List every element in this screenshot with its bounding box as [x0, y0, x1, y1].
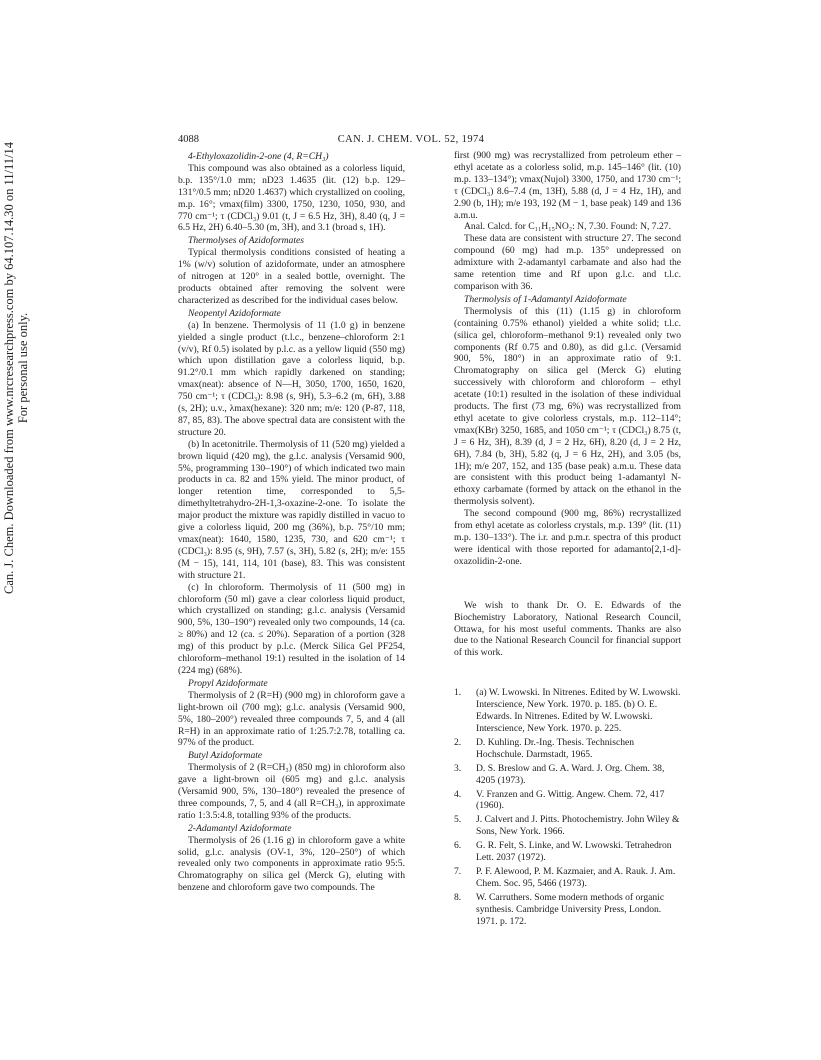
running-head-title: CAN. J. CHEM. VOL. 52, 1974 [337, 134, 485, 145]
watermark-line-1: Can. J. Chem. Downloaded from www.nrcresearchpress.com by 64.107.14.30 on 11/11/14 [2, 142, 16, 594]
download-watermark [0, 0, 30, 1060]
heading-2-adamantyl: 2-Adamantyl Azidoformate [188, 822, 292, 834]
watermark-line-2: For personal use only. [16, 312, 30, 424]
paragraph-2-adamantyl: Thermolysis of 26 (1.16 g) in chloroform gave a white solid, g.l.c. analysis (OV-1, 3%, 120–250°) of which revealed only two components in approximate ratio 95:5. Chromatography on silica gel (Merck G), eluting with benzene and chloroform gave two compounds. The [178, 834, 405, 894]
paragraph-thermolyses: Typical thermolysis conditions consisted of heating a 1% (w/v) solution of azidoformate, under an atmosphere of nitrogen at 120° in a sealed bottle, overnight. The products obtained after removing the solvent were characterized as described for the individual cases below. [178, 247, 405, 306]
paragraph-analysis: Anal. Calcd. for C₁₁H₁₅NO₂: N, 7.30. Found: N, 7.27. [464, 221, 671, 233]
reference-item [454, 892, 681, 928]
reference-text: J. Calvert and J. Pitts. Photochemistry. John Wiley & Sons, New York. 1966. [476, 814, 680, 838]
paragraph-propyl: Thermolysis of 2 (R=H) (900 mg) in chloroform gave a light-brown oil (700 mg); g.l.c. analysis (Versamid 900, 5%, 180–200°) revealed three compounds 7, 5, and 4 (all R=H) in an approximate ratio of 1:25.7:2.78, totalling ca. 97% of the product. [178, 689, 405, 749]
heading-propyl: Propyl Azidoformate [188, 677, 268, 689]
reference-number: 8. [454, 891, 462, 903]
reference-item [454, 763, 681, 787]
reference-item [454, 866, 681, 890]
paragraph-in-benzene: (a) In benzene. Thermolysis of 11 (1.0 g) in benzene yielded a single product (t.l.c., benzene–chloroform 2:1 (v/v), Rf 0.5) isolated by p.l.c. as a yellow liquid (550 mg) which upon distillation gave a colorless liquid, b.p. 91.2°/0.1 mm which rapidly darkened on standing; νmax(neat): absence of N—H, 3050, 1700, 1650, 1620, 750 cm⁻¹; τ (CDCl₃): 8.98 (s, 9H), 5.3–6.2 (m, 6H), 3.88 (s, 2H); u.v., λmax(hexane): 320 nm; m/e: 120 (P-87, 118, 87, 85, 83). The above spectral data are consistent with the structure 20. [178, 319, 405, 438]
paragraph-in-acetonitrile: (b) In acetonitrile. Thermolysis of 11 (520 mg) yielded a brown liquid (420 mg), the g.l.c. analysis (Versamid 900, 5%, programming 130–190°) of which indicated two main products in ca. 82 and 15% yield. The minor product, of longer retention time, corresponded to 5,5-dimethyltetrahydro-2H-1,3-oxazine-2-one. To isolate the major product the mixture was rapidly distilled in vacuo to give a colorless liquid, 200 mg (36%), b.p. 75°/10 mm; νmax(neat): 1640, 1580, 1235, 730, and 620 cm⁻¹; τ (CDCl₃): 8.95 (s, 9H), 7.57 (s, 3H), 5.82 (s, 2H); m/e: 155 (M − 15), 141, 114, 101 (base), 83. This was consistent with structure 21. [178, 438, 405, 581]
reference-number: 5. [454, 814, 462, 826]
paragraph-second-compound: The second compound (900 mg, 86%) recrystallized from ethyl acetate as colorless crystals, m.p. 139° (lit. (11) m.p. 130–133°). The i.r. and p.m.r. spectra of this product were identical with those reported for adamanto[2,1-d]-oxazolidin-2-one. [454, 508, 681, 567]
right-column [454, 150, 681, 929]
heading-ethyloxazolidinone: 4-Ethyloxazolidin-2-one (4, R=CH₃) [188, 151, 329, 162]
reference-text: P. F. Alewood, P. M. Kazmaier, and A. Rauk. J. Am. Chem. Soc. 95, 5466 (1973). [476, 865, 676, 889]
paragraph-consistent: These data are consistent with structure 27. The second compound (60 mg) had m.p. 135° undepressed on admixture with 2-adamantyl carbamate and also had the same retention time and Rf upon g.l.c. and t.l.c. comparison with 36. [454, 233, 681, 292]
page-number: 4088 [178, 134, 199, 145]
acknowledgement: We wish to thank Dr. O. E. Edwards of the Biochemistry Laboratory, National Research Council, Ottawa, for his most useful comments. Thanks are also due to the National Research Council for financial support of this work. [454, 599, 681, 659]
reference-item [454, 840, 681, 864]
paragraph-continued: first (900 mg) was recrystallized from petroleum ether – ethyl acetate as a colorless solid, m.p. 145–146° (lit. (10) m.p. 133–134°); νmax(Nujol) 3300, 1750, and 1730 cm⁻¹; τ (CDCl₃) 8.6–7.4 (m, 13H), 5.88 (d, J = 4 Hz, 1H), and 2.90 (b, 1H); m/e 193, 192 (M − 1, base peak) 149 and 136 a.m.u. [454, 150, 681, 221]
reference-item [454, 814, 681, 838]
paragraph-butyl: Thermolysis of 2 (R=CH₃) (850 mg) in chloroform also gave a light-brown oil (605 mg) and g.l.c. analysis (Versamid 900, 5%, 130–180°) revealed the presence of three compounds, 7, 5, and 4 (all R=CH₃), in approximate ratio 1:3.5:4.8, totalling 93% of the products. [178, 762, 405, 821]
reference-number: 4. [454, 788, 462, 800]
reference-number: 1. [454, 687, 462, 699]
reference-list [454, 687, 681, 927]
heading-1-adamantyl: Thermolysis of 1-Adamantyl Azidoformate [464, 293, 627, 305]
heading-neopentyl: Neopentyl Azidoformate [188, 307, 281, 319]
reference-number: 6. [454, 840, 462, 852]
reference-number: 3. [454, 762, 462, 774]
heading-thermolyses: Thermolyses of Azidoformates [188, 235, 305, 247]
reference-item [454, 789, 681, 813]
paragraph-ethyloxazolidinone: This compound was also obtained as a colorless liquid, b.p. 135°/1.0 mm; nD23 1.4635 (lit. (12) b.p. 129–131°/0.5 mm; nD20 1.4637) which crystallized on cooling, m.p. 16°; νmax(film) 3300, 1750, 1230, 1050, 930, and 770 cm⁻¹; τ (CDCl₃) 9.01 (t, J = 6.5 Hz, 3H), 8.40 (q, J = 6.5 Hz, 2H) 6.40–5.30 (m, 3H), and 3.1 (broad s, 1H). [178, 162, 405, 234]
reference-text: W. Carruthers. Some modern methods of organic synthesis. Cambridge University Press, London. 1971. p. 172. [476, 891, 665, 927]
paragraph-in-chloroform: (c) In chloroform. Thermolysis of 11 (500 mg) in chloroform (50 ml) gave a clear colorless liquid product, which crystallized on standing; g.l.c. analysis (Versamid 900, 5%, 130–190°) revealed only two compounds, 14 (ca. ≥ 80%) and 12 (ca. ≤ 20%). Separation of a portion (328 mg) of this product by p.l.c. (Merck Silica Gel PF254, chloroform–methanol 19:1) resulted in the isolation of 14 (224 mg) (68%). [178, 581, 405, 676]
reference-item [454, 737, 681, 761]
reference-text: (a) W. Lwowski. In Nitrenes. Edited by W. Lwowski. Interscience, New York. 1970. p. 185. (b) O. E. Edwards. In Nitrenes. Edited by W. Lwowski. Interscience, New York. 1970. p. 225. [476, 687, 681, 734]
reference-item [454, 687, 681, 735]
paragraph-1-adamantyl: Thermolysis of this (11) (1.15 g) in chloroform (containing 0.75% ethanol) yielded a white solid; t.l.c. (silica gel, chloroform–methanol 9:1) revealed only two components (Rf 0.75 and 0.80), as did g.l.c. (Versamid 900, 5%, 180°) in an approximate ratio of 9:1. Chromatography on silica gel (Merck G) eluting successively with chloroform and chloroform – ethyl acetate (10:1) resulted in the isolation of these individual products. The first (73 mg, 6%) was recrystallized from ethyl acetate to give colorless crystals, m.p. 112–114°; νmax(KBr) 3250, 1685, and 1050 cm⁻¹; τ (CDCl₃) 8.75 (t, J = 6 Hz, 3H), 8.39 (d, J = 2 Hz, 6H), 8.20 (d, J = 2 Hz, 6H), 7.84 (b, 3H), 5.82 (q, J = 6 Hz, 2H), and 3.05 (bs, 1H); m/e 207, 152, and 135 (base peak) a.m.u. These data are consistent with this product being 1-adamantyl N-ethoxy carbamate (formed by attack on the ethanol in the thermolysis solvent). [454, 305, 681, 508]
left-column [178, 150, 405, 894]
reference-text: G. R. Felt, S. Linke, and W. Lwowski. Tetrahedron Lett. 2037 (1972). [476, 840, 672, 864]
running-header [178, 134, 644, 148]
heading-butyl: Butyl Azidoformate [188, 750, 263, 762]
reference-number: 7. [454, 865, 462, 877]
reference-number: 2. [454, 736, 462, 748]
reference-text: V. Franzen and G. Wittig. Angew. Chem. 72, 417 (1960). [476, 788, 665, 812]
reference-text: D. S. Breslow and G. A. Ward. J. Org. Chem. 38, 4205 (1973). [476, 762, 665, 786]
reference-text: D. Kuhling. Dr.-Ing. Thesis. Technischen Hochschule. Darmstadt, 1965. [476, 736, 635, 760]
